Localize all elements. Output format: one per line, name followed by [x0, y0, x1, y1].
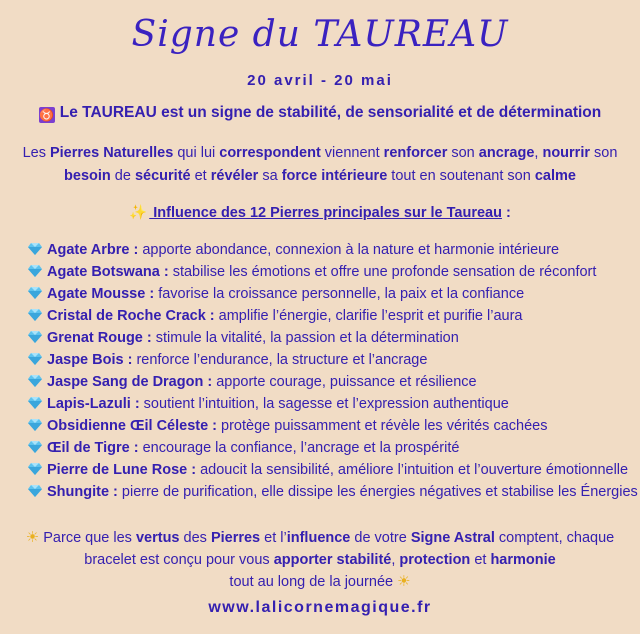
stone-list [28, 239, 638, 503]
website-link[interactable]: www.lalicornemagique.fr [208, 599, 432, 616]
bold-text: calme [534, 168, 576, 184]
list-item [28, 239, 628, 261]
list-item [28, 481, 638, 503]
list-item [28, 327, 628, 349]
stone-description: adoucit la sensibilité, améliore l’intuition et l’ouverture émotionnelle [196, 462, 629, 478]
diamond-icon [28, 353, 42, 365]
bold-text: renforcer [383, 145, 448, 161]
text: tout au long de la journée [229, 574, 398, 590]
diamond-icon [28, 419, 42, 431]
stone-description: soutient l’intuition, la sagesse et l’expression authentique [139, 396, 509, 412]
diamond-icon [28, 375, 42, 387]
stone-description: protège puissamment et révèle les vérités cachées [217, 418, 548, 434]
intro-line [0, 104, 640, 123]
closing-paragraph [0, 527, 640, 593]
stone-description: renforce l’endurance, la structure et l’ancrage [132, 352, 428, 368]
bold-text: correspondent [219, 145, 321, 161]
stone-name: Agate Mousse : [47, 286, 155, 302]
bold-text: influence [286, 530, 351, 546]
diamond-icon [28, 265, 42, 277]
date-range: 20 avril - 20 mai [247, 72, 393, 89]
description-paragraph [20, 142, 620, 188]
bold-text: ancrage [478, 145, 535, 161]
text: et [470, 552, 491, 568]
text: , [534, 145, 543, 161]
bold-text: révéler [210, 168, 259, 184]
text: tout en soutenant son [387, 168, 535, 184]
text: son [447, 145, 479, 161]
list-item [28, 305, 628, 327]
text: bracelet est conçu pour vous [84, 552, 274, 568]
stone-name: Agate Botswana : [47, 264, 169, 280]
list-item [28, 283, 628, 305]
influence-heading [0, 204, 640, 221]
bold-text: protection [399, 552, 471, 568]
diamond-icon [28, 309, 42, 321]
stone-description: stimule la vitalité, la passion et la détermination [151, 330, 459, 346]
bold-text: Signe Astral [410, 530, 495, 546]
text: sa [258, 168, 282, 184]
list-item [28, 371, 628, 393]
bold-text: besoin [64, 168, 111, 184]
stone-name: Jaspe Sang de Dragon : [47, 374, 213, 390]
text: Parce que les [39, 530, 136, 546]
diamond-icon [28, 397, 42, 409]
sun-icon: ☀ [397, 573, 411, 590]
intro-text: Le TAUREAU est un signe de stabilité, de sensorialité et de détermination [59, 104, 602, 121]
stone-name: Œil de Tigre : [47, 440, 139, 456]
influence-suffix: : [501, 205, 511, 221]
stone-name: Jaspe Bois : [47, 352, 133, 368]
bold-text: apporter stabilité [273, 552, 392, 568]
text: son [590, 145, 618, 161]
text: qui lui [173, 145, 220, 161]
stone-name: Obsidienne Œil Céleste : [47, 418, 218, 434]
bold-text: force intérieure [281, 168, 388, 184]
list-item [28, 349, 628, 371]
diamond-icon [28, 463, 42, 475]
stone-name: Shungite : [47, 484, 118, 500]
stone-name: Grenat Rouge : [47, 330, 152, 346]
bold-text: vertus [135, 530, 180, 546]
influence-link[interactable]: Influence des 12 Pierres principales sur le Taureau [149, 205, 502, 221]
list-item [28, 437, 628, 459]
bold-text: sécurité [134, 168, 191, 184]
diamond-icon [28, 331, 42, 343]
taurus-icon: ♉ [39, 108, 55, 122]
text: Les [22, 145, 50, 161]
diamond-icon [28, 485, 42, 497]
text: de votre [350, 530, 411, 546]
stone-name: Pierre de Lune Rose : [47, 462, 197, 478]
diamond-icon [28, 441, 42, 453]
text: , [391, 552, 400, 568]
sun-icon: ☀ [25, 529, 40, 546]
text: et l’ [260, 530, 287, 546]
stone-name: Cristal de Roche Crack : [47, 308, 215, 324]
stone-description: amplifie l’énergie, clarifie l’esprit et purifie l’aura [214, 308, 523, 324]
stone-name: Lapis-Lazuli : [47, 396, 140, 412]
list-item [28, 459, 628, 481]
text: de [110, 168, 135, 184]
diamond-icon [28, 287, 42, 299]
stone-description: pierre de purification, elle dissipe les énergies négatives et stabilise les Énergies [117, 484, 638, 500]
stone-description: apporte courage, puissance et résilience [212, 374, 477, 390]
list-item [28, 393, 628, 415]
text: comptent, chaque [494, 530, 615, 546]
stone-description: encourage la confiance, l’ancrage et la prospérité [138, 440, 460, 456]
text: et [190, 168, 211, 184]
list-item [28, 415, 628, 437]
list-item [28, 261, 628, 283]
bold-text: nourrir [542, 145, 590, 161]
text: des [179, 530, 211, 546]
bold-text: harmonie [490, 552, 556, 568]
stone-description: stabilise les émotions et offre une profonde sensation de réconfort [168, 264, 597, 280]
page-title: Signe du TAUREAU [131, 14, 509, 55]
stone-description: apporte abondance, connexion à la nature et harmonie intérieure [138, 242, 560, 258]
sparkle-icon: ✨ [129, 205, 148, 221]
diamond-icon [28, 243, 42, 255]
stone-name: Agate Arbre : [47, 242, 139, 258]
text: viennent [320, 145, 384, 161]
bold-text: Pierres [210, 530, 261, 546]
bold-text: Pierres Naturelles [49, 145, 174, 161]
stone-description: favorise la croissance personnelle, la paix et la confiance [154, 286, 525, 302]
